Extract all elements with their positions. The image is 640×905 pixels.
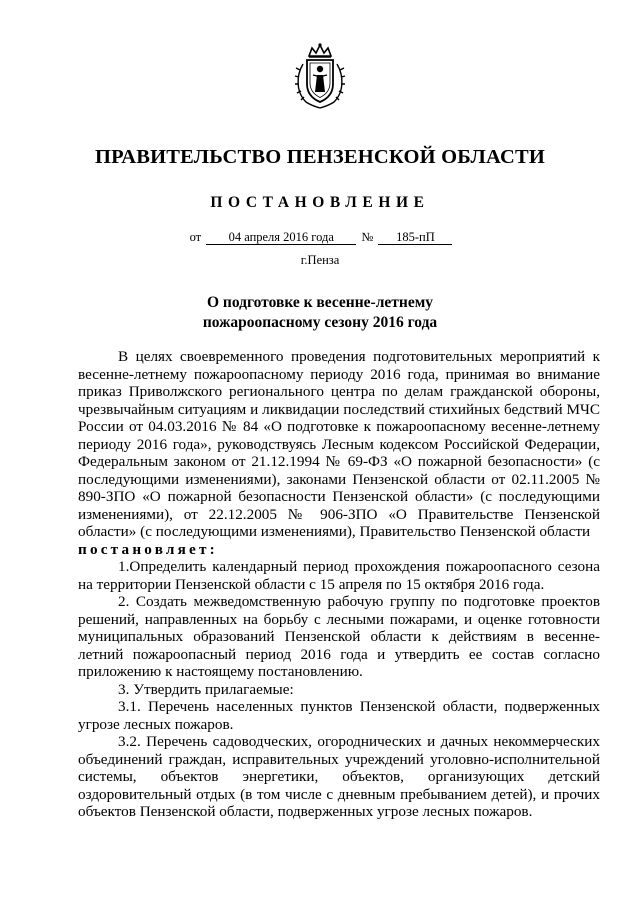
coat-of-arms-icon [293, 42, 347, 110]
issuing-authority: ПРАВИТЕЛЬСТВО ПЕНЗЕНСКОЙ ОБЛАСТИ [95, 146, 545, 168]
document-title [0, 293, 640, 333]
resolves-keyword: постановляет: [78, 540, 218, 558]
clause-3-1: 3.1. Перечень населенных пунктов Пензенской области, подверженных угрозе лесных пожаров. [78, 698, 600, 733]
city-name: г.Пенза [300, 253, 340, 267]
clause-2: 2. Создать межведомственную рабочую группу по подготовке проектов решений, направленных на борьбу с лесными пожарами, и оценке готовности муниципальных образований Пензенской области к действиям в весенне-летний пожароопасный период 2016 года и утвердить ее состав согласно приложению к настоящему постановлению. [78, 593, 600, 680]
clause-1: 1.Определить календарный период прохождения пожароопасного сезона на территории Пензенской области с 15 апреля по 15 октября 2016 года. [78, 558, 600, 593]
clause-3: 3. Утвердить прилагаемые: [118, 680, 294, 698]
date-prefix: от [189, 230, 202, 244]
document-date: 04 апреля 2016 года [206, 230, 356, 245]
document-type: ПОСТАНОВЛЕНИЕ [210, 194, 430, 211]
title-line-2: пожароопасному сезону 2016 года [202, 314, 438, 331]
document-number: 185-пП [378, 230, 452, 245]
number-prefix: № [361, 230, 374, 244]
document-body [78, 348, 600, 821]
date-number-line [0, 230, 640, 245]
clause-3-2: 3.2. Перечень садоводческих, огороднических и дачных некоммерческих объединений граждан, исправительных учреждений уголовно-исполнительной системы, объектов энергетики, объектов, организующих детский оздоровительный отдых (в том числе с дневным пребыванием детей), и прочих объектов Пензенской области, подверженных угрозе лесных пожаров. [78, 733, 600, 820]
title-line-1: О подготовке к весенне-летнему [206, 294, 434, 311]
preamble-paragraph: В целях своевременного проведения подготовительных мероприятий к весенне-летнему пожароопасному периоду 2016 года, принимая во внимание приказ Приволжского регионального центра по делам гражданской обороны, чрезвычайным ситуациям и ликвидации последствий стихийных бедствий МЧС России от 04.03.2016 № 84 «О подготовке к пожароопасному весенне-летнему периоду 2016 года», руководствуясь Лесным кодексом Российской Федерации, Федеральным законом от 21.12.1994 № 69-ФЗ «О пожарной безопасности» (с последующими изменениями), законами Пензенской области от 02.11.2005 № 890-ЗПО «О пожарной безопасности Пензенской области» (с последующими изменениями), от 22.12.2005 № 906-ЗПО «О Правительстве Пензенской области» (с последующими изменениями), Правительство Пензенской области [78, 348, 600, 540]
